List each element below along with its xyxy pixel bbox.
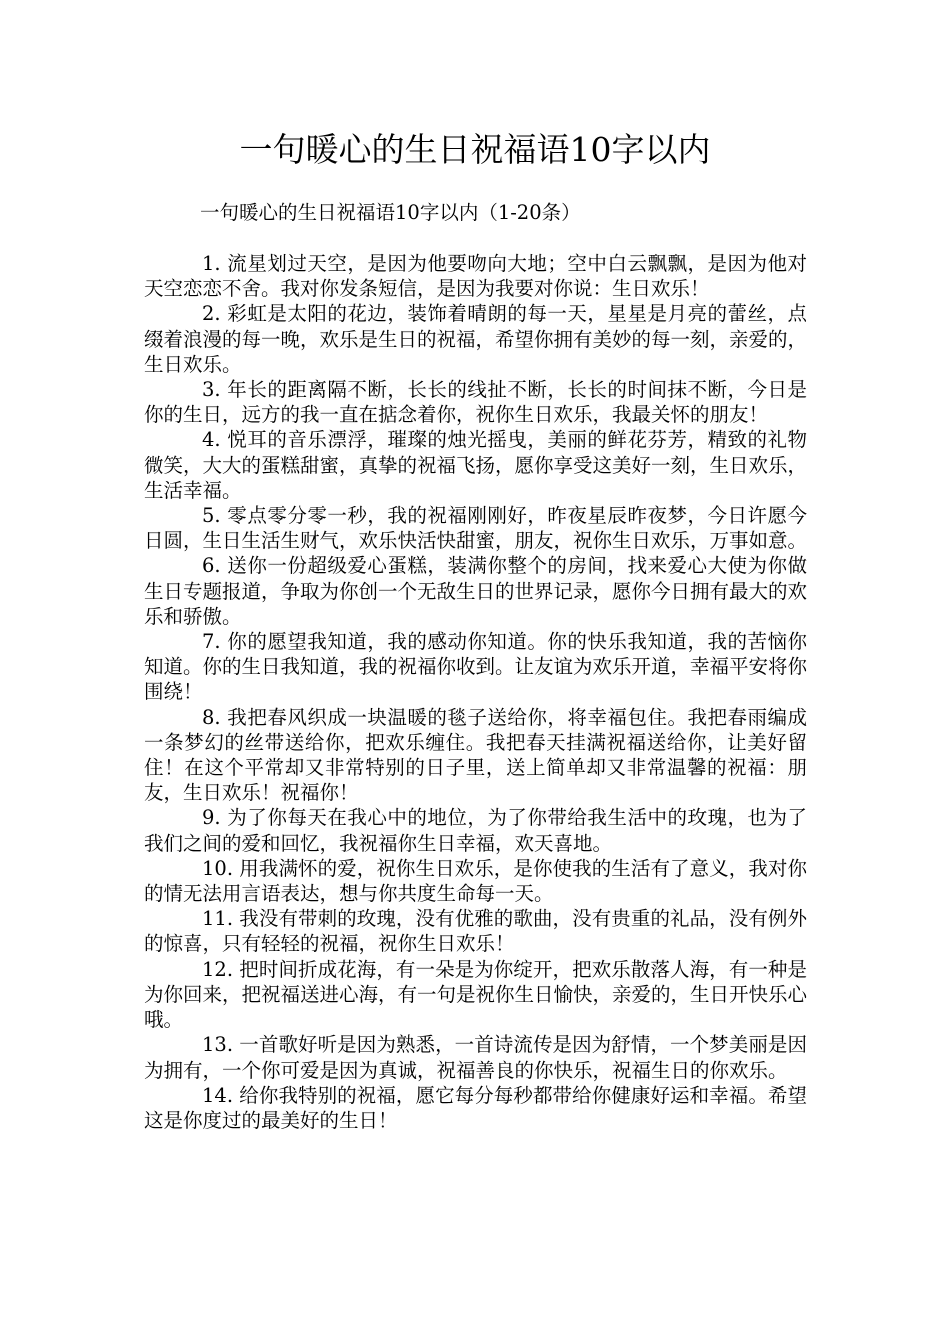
list-item: 11. 我没有带刺的玫瑰，没有优雅的歌曲，没有贵重的礼品，没有例外的惊喜，只有轻轻的祝福，祝你生日欢乐！ (144, 907, 807, 956)
list-item: 8. 我把春风织成一块温暖的毯子送给你，将幸福包住。我把春雨编成一条梦幻的丝带送给你，把欢乐缠住。我把春天挂满祝福送给你，让美好留住！在这个平常却又非常特别的日子里，送上简单却又非常温馨的祝福：朋友，生日欢乐！祝福你！ (144, 705, 807, 805)
list-item: 6. 送你一份超级爱心蛋糕，装满你整个的房间，找来爱心大使为你做生日专题报道，争取为你创一个无敌生日的世界记录，愿你今日拥有最大的欢乐和骄傲。 (144, 554, 808, 628)
document-subtitle: 一句暖心的生日祝福语10字以内（1-20条） (200, 201, 581, 224)
list-item: 4. 悦耳的音乐漂浮，璀璨的烛光摇曳，美丽的鲜花芬芳，精致的礼物微笑，大大的蛋糕甜蜜，真挚的祝福飞扬，愿你享受这美好一刻，生日欢乐，生活幸福。 (144, 428, 808, 502)
list-item: 9. 为了你每天在我心中的地位，为了你带给我生活中的玫瑰，也为了我们之间的爱和回忆，我祝福你生日幸福，欢天喜地。 (144, 806, 807, 855)
list-item: 1. 流星划过天空，是因为他要吻向大地；空中白云飘飘，是因为他对天空恋恋不舍。我对你发条短信，是因为我要对你说：生日欢乐！ (144, 252, 807, 301)
document-title: 一句暖心的生日祝福语10字以内 (239, 130, 711, 169)
list-item: 3. 年长的距离隔不断，长长的线扯不断，长长的时间抹不断，今日是你的生日，远方的我一直在掂念着你，祝你生日欢乐，我最关怀的朋友！ (144, 378, 807, 427)
wishes-list (144, 251, 807, 1133)
list-item: 14. 给你我特别的祝福，愿它每分每秒都带给你健康好运和幸福。希望这是你度过的最美好的生日！ (144, 1083, 807, 1132)
list-item: 2. 彩虹是太阳的花边，装饰着晴朗的每一天，星星是月亮的蕾丝，点缀着浪漫的每一晚，欢乐是生日的祝福，希望你拥有美妙的每一刻，亲爱的，生日欢乐。 (144, 302, 808, 376)
list-item: 10. 用我满怀的爱，祝你生日欢乐，是你使我的生活有了意义，我对你的情无法用言语表达，想与你共度生命每一天。 (144, 856, 807, 906)
list-item: 5. 零点零分零一秒，我的祝福刚刚好，昨夜星辰昨夜梦，今日许愿今日圆，生日生活生财气，欢乐快活快甜蜜，朋友，祝你生日欢乐，万事如意。 (144, 504, 808, 553)
list-item: 7. 你的愿望我知道，我的感动你知道。你的快乐我知道，我的苦恼你知道。你的生日我知道，我的祝福你收到。让友谊为欢乐开道，幸福平安将你围绕！ (144, 630, 808, 704)
list-item: 12. 把时间折成花海，有一朵是为你绽开，把欢乐散落人海，有一种是为你回来，把祝福送进心海，有一句是祝你生日愉快，亲爱的，生日开快乐心哦。 (144, 957, 808, 1032)
list-item: 13. 一首歌好听是因为熟悉，一首诗流传是因为舒情，一个梦美丽是因为拥有，一个你可爱是因为真诚，祝福善良的你快乐，祝福生日的你欢乐。 (144, 1033, 807, 1082)
